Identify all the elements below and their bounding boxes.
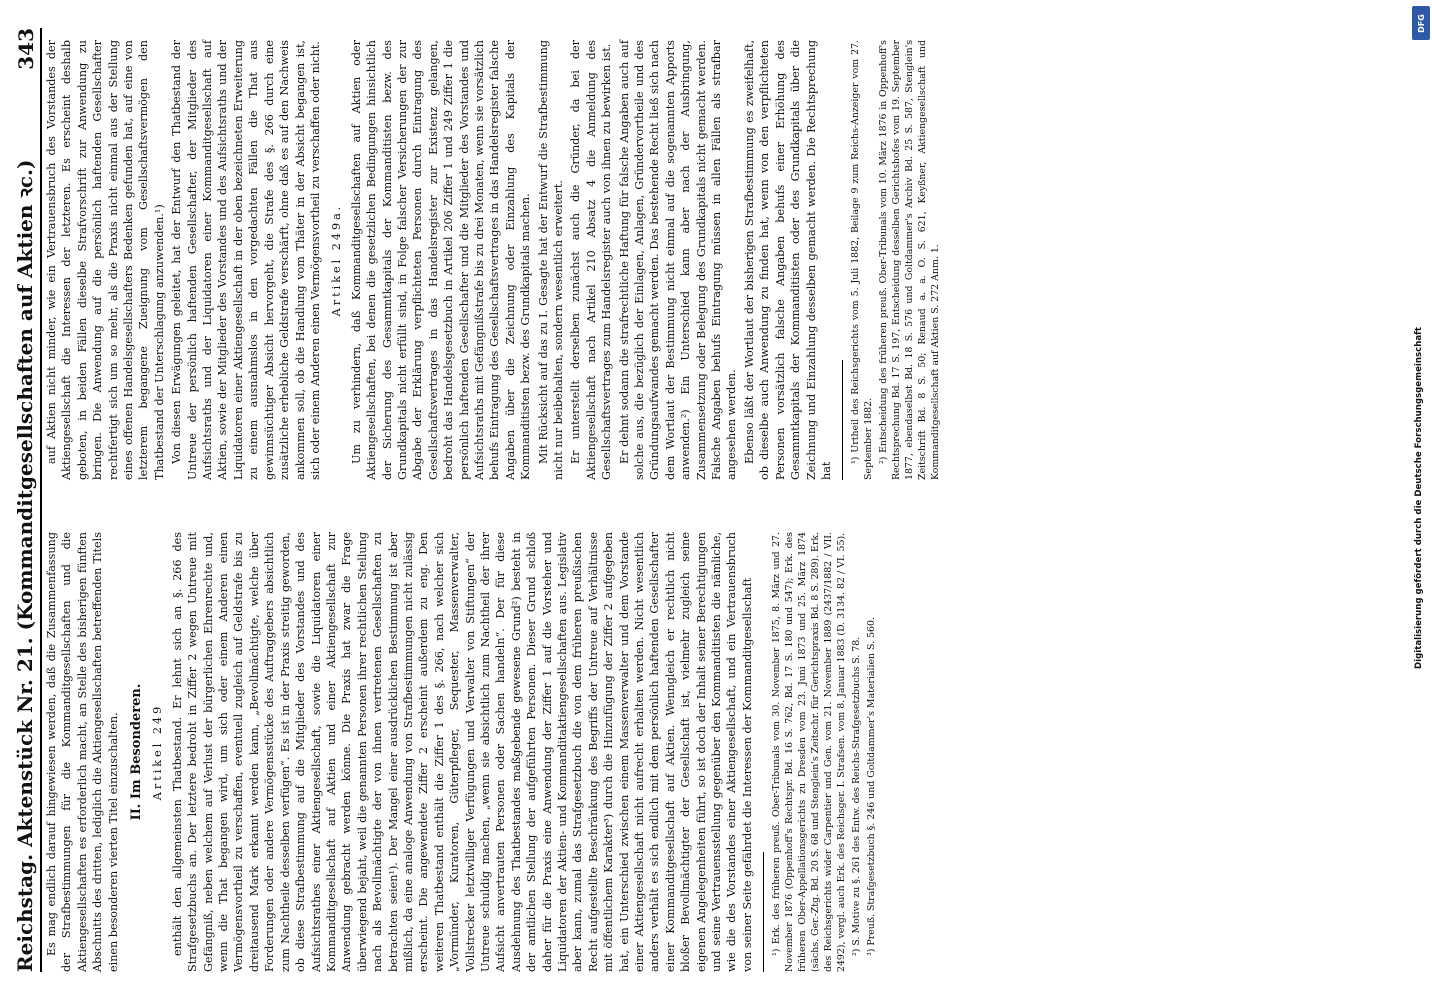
right-column (44, 40, 1424, 480)
digitization-credit (1412, 8, 1426, 988)
right-paragraph-1: auf Aktien nicht minder, wie ein Vertrauensbruch des Vorstandes der Aktiengesellschaft die Interessen der letzteren. Es erscheint deshalb geboten, in beiden Fällen dieselbe Strafvorschrift zur Anwendung zu bringen. Die Anwendung auf die persönlich haftenden Gesellschafter rechtfertigt sich um so mehr, als die Praxis nicht einmal aus der Stellung eines offenen Handelsgesellschafters Bedenken gefunden hat, auf eine von letzterem begangene Zueignung vom Gesellschaftsvermögen den Thatbestand der Unterschlagung anzuwenden.¹) (45, 40, 166, 480)
header-title: Reichstag. Aktenstück Nr. 21. (Kommanditgesellschaften auf Aktien ꝛc.) (13, 159, 37, 972)
article-heading-249: Artikel 249 (151, 703, 165, 801)
footnote-2: ²) S. Motive zu §. 261 des Entw. des Reichs-Strafgesetzbuchs S. 78. (851, 636, 863, 956)
intro-paragraph: Es mag endlich darauf hingewiesen werden, daß die Zusammenfassung der Strafbestimmungen für die Kommanditgesellschaften und die Aktiengesellschaften es erforderlich macht, an Stelle des bisherigen fünften Abschnitts des dritten, lediglich die Aktiengesellschaften betreffenden Titels einen besonderen vierten Titel einzuschalten. (45, 532, 120, 972)
article-heading-249a: Artikel 249a. (330, 203, 344, 317)
digitization-credit-text: Digitalisierung gefördert durch die Deutsche Forschungsgemeinschaft (1414, 327, 1424, 669)
article-249a-paragraph-3: Er unterstellt derselben zunächst auch die Gründer, da bei der Aktiengesellschaft nach Artikel 210 Absatz 4 die Anmeldung des Gesellschaftsvertrages zum Handelsregister auch von ihnen zu bewirken ist. (569, 40, 614, 480)
footnote-divider-right (842, 360, 843, 480)
page-number: 343 (14, 28, 38, 70)
dfg-logo (1412, 6, 1430, 40)
article-249a-paragraph-5: Ebenso läßt der Wortlaut der bisherigen Strafbestimmung es zweifelhaft, ob dieselbe auch Anwendung zu finden hat, wenn von den verpflichteten Personen vorsätzlich falsche Angaben behufs einer Erhöhung des Gesammtkapitals der Kommanditisten oder des Grundkapitals über die Zeichnung und Einzahlung desselben gemacht werden. Die Rechtsprechung hat (742, 40, 833, 480)
section-heading: II. Im Besonderen. (129, 683, 145, 821)
dfg-logo-text: DFG (1416, 13, 1426, 33)
right-paragraph-2: Von diesen Erwägungen geleitet, hat der Entwurf den Thatbestand der Untreue der persönlich haftenden Gesellschafter, der Mitglieder des Aufsichtsraths und der Liquidatoren einer Kommanditgesellschaft auf Aktien, sowie der Mitglieder des Vorstandes und des Aufsichtsraths und der Liquidatoren einer Aktiengesellschaft in der oben bezeichneten Erweiterung zu einem ausnahmslos in den vorgedachten Fällen die That aus gewinnsüchtiger Absicht hervorgeht, die Strafe des §. 266 durch eine zusätzliche erhebliche Geldstrafe verschärft, ohne daß es auf den Nachweis ankommen soll, ob die Handlung vom Thäter in der Absicht begangen ist, sich oder einem Anderen einen Vermögensvortheil zu verschaffen oder nicht. (170, 40, 322, 480)
footnote-divider (763, 852, 764, 972)
article-249a-paragraph-2: Mit Rücksicht auf das zu I. Gesagte hat der Entwurf die Strafbestimmung nicht nur beibehalten, sondern wesentlich erweitert. (536, 40, 565, 480)
footnote-3: ³) Preuß. Strafgesetzbuch §. 246 und Goltdammer's Materialien S. 560. (866, 617, 878, 956)
running-header (4, 28, 42, 972)
article-249a-paragraph-1: Um zu verhindern, daß Kommanditgesellschaften auf Aktien oder Aktiengesellschaften, bei denen die gesetzlichen Bedingungen hinsichtlich der Sicherung des Gesammtkapitals der Kommanditisten bezw. des Grundkapitals nicht erfüllt sind, in Folge falscher Versicherungen der zur Abgabe der Erklärung verpflichteten Personen durch Eintragung des Gesellschaftsvertrages in das Handelsregister zur Existenz gelangen, bedroht das Handelsgesetzbuch in Artikel 206 Ziffer 1 und 249 Ziffer 1 die persönlich haftenden Gesellschafter und die Mitglieder des Vorstandes und Aufsichtsraths mit Gefängnißstrafe bis zu drei Monaten, wenn sie vorsätzlich behufs Eintragung des Gesellschaftsvertrages in das Handelsregister falsche Angaben über die Zeichnung oder Einzahlung des Kapitals der Kommanditisten bezw. des Grundkapitals machen. (349, 40, 533, 480)
left-column (44, 532, 1424, 972)
article-249-text: enthält den allgemeinsten Thatbestand. Er lehnt sich an §. 266 des Strafgesetzbuchs an. Der letztere bedroht in Ziffer 2 wegen Untreue mit Gefängniß, neben welchem auf Verlust der bürgerlichen Ehrenrechte und, wenn die That begangen wird, um sich oder einem Anderen einen Vermögensvortheil zu verschaffen, eventuell zugleich auf Geldstrafe bis zu dreitausend Mark erkannt werden kann, „Bevollmächtigte, welche über Forderungen oder andere Vermögensstücke des Auftraggebers absichtlich zum Nachtheile desselben verfügen“. Es ist in der Praxis streitig geworden, ob diese Strafbestimmung auf die Mitglieder des Vorstandes und des Aufsichtsrathes einer Aktiengesellschaft, sowie die Liquidatoren einer Kommanditgesellschaft auf Aktien und einer Aktiengesellschaft zur Anwendung gebracht werden könne. Die Praxis hat zwar die Frage überwiegend bejaht, weil die genannten Personen ihrer rechtlichen Stellung nach als Bevollmächtigte der von ihnen vertretenen Gesellschaften zu betrachten seien¹). Der Mangel einer ausdrücklichen Bestimmung ist aber mißlich, da eine analoge Anwendung von Strafbestimmungen nicht zulässig erscheint. Die angewendete Ziffer 2 erscheint außerdem zu eng. Den weiteren Thatbestand enthält die Ziffer 1 des §. 266, nach welcher sich „Vormünder, Kuratoren, Güterpfleger, Sequester, Massenverwalter, Vollstrecker letztwilliger Verfügungen und Verwalter von Stiftungen“ der Untreue schuldig machen, „wenn sie absichtlich zum Nachtheil der ihrer Aufsicht anvertrauten Personen oder Sachen handeln“. Der für diese Ausdehnung des Thatbestandes maßgebende gewesene Grund²) besteht in der amtlichen Stellung der aufgeführten Personen. Dieser Grund schloß daher für die Praxis eine Anwendung der Ziffer 1 auf die Vorsteher und Liquidatoren der Aktien- und Kommanditaktiengesellschaften aus. Legislativ aber kann, zumal das Strafgesetzbuch die von dem früheren preußischen Recht aufgestellte Beschränkung des Begriffs der Untreue auf Verhältnisse mit öffentlichem Karakter³) durch die Hinzufügung der Ziffer 2 aufgegeben hat, ein Unterschied zwischen einem Massenverwalter und dem Vorstande einer Aktiengesellschaft nicht aufrecht erhalten werden. Nicht wesentlich anders verhält es sich endlich mit dem persönlich haftenden Gesellschafter einer Kommanditgesellschaft auf Aktien. Wenngleich er rechtlich nicht bloßer Bevollmächtigter der Gesellschaft ist, vielmehr zugleich seine eigenen Angelegenheiten führt, so ist doch der Inhalt seiner Berechtigungen und seine Vertrauensstellung gegenüber den Kommanditisten die nämliche, wie die des Vorstandes einer Aktiengesellschaft, und ein Vertrauensbruch von seiner Seite gefährdet die Interessen der Kommanditgesellschaft (170, 532, 754, 972)
article-249a-paragraph-4: Er dehnt sodann die strafrechtliche Haftung für falsche Angaben auch auf solche aus, die bezüglich der Einlagen, Anlagen, Gründervortheile und des Gründungsaufwandes gemacht werden. Das bestehende Recht ließ sich nach dem Wortlaut der Bestimmung nicht einmal auf die sogenannten Apports anwenden.²) Ein Unterschied kann aber nach der Ausbringung, Zusammensetzung oder Belegung des Grundkapitals nicht gemacht werden. Falsche Angaben behufs Eintragung müssen in allen Fällen als strafbar angesehen werden. (617, 40, 739, 480)
footnote-1: ¹) Erk. des früheren preuß. Ober-Tribunals vom 30. November 1875, 8. März und 27. November 1876 (Oppenhoff's Rechtspr. Bd. 16 S. 762, Bd. 17 S. 180 und 547); Erk. des früheren Ober-Appellationsgerichts zu Dresden vom 23. Juni 1873 und 25. März 1874 (sächs. Ger.-Ztg. Bd. 20 S. 68 und Stenglein's Zeitschr. für Gerichtspraxis Bd. 8 S. 289). Erk. des Reichsgerichts wider Carpentier und Gen. vom 21. November 1889 (2437/1882 / VII. 2492), vergl. auch Erk. des Reichsger. I. Strafsen. vom 8. Januar 1883 (D. 3134. 82 / VI. 55). (771, 532, 848, 972)
footnote-right-2: ²) Entscheidung des früheren preuß. Ober-Tribunals vom 10. März 1876 in Oppenhoff's Rechtsprechung Bd. 17 S. 197, Entscheidung desselben Gerichtshofes vom 19. September 1877, ebendaselbst Bd. 18 S. 576 und Goltdammer's Archiv Bd. 25 S. 587, Stenglein's Zeitschrift Bd. 8 S. 50; Renaud a. a. O. S. 621, Keyßner, Aktiengesellschaft und Kommanditgesellschaft auf Aktien S. 272 Anm. 1. (878, 40, 942, 480)
footnote-right-1: ¹) Urtheil des Reichsgerichts vom 5. Juli 1882, Beilage 9 zum Reichs-Anzeiger vom 27. September 1882. (850, 40, 875, 480)
